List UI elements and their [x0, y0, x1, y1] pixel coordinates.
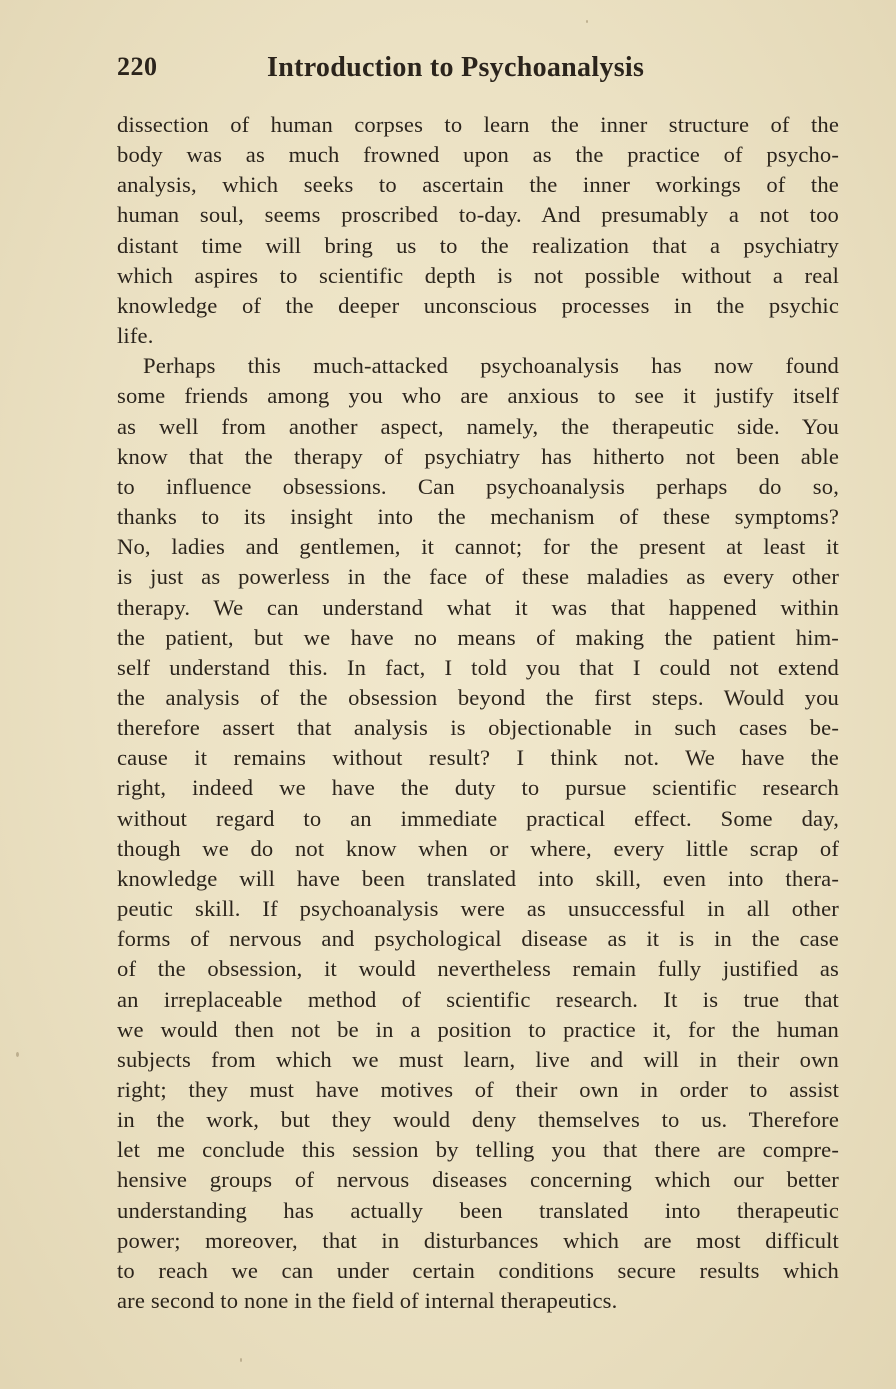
text-line: the analysis of the obsession beyond the first steps. Would you	[117, 684, 839, 710]
text-line: body was as much frowned upon as the practice of psycho-	[117, 142, 839, 168]
text-line: right, indeed we have the duty to pursue scientific research	[117, 775, 839, 801]
text-line: of the obsession, it would nevertheless remain fully justified as	[117, 956, 839, 982]
paragraph-2	[117, 351, 839, 1316]
text-line: as well from another aspect, namely, the therapeutic side. You	[117, 413, 839, 439]
text-line: power; moreover, that in disturbances which are most difficult	[117, 1227, 839, 1253]
text-line: analysis, which seeks to ascertain the inner workings of the	[117, 172, 839, 198]
text-line: therapy. We can understand what it was that happened within	[117, 594, 839, 620]
text-line: self understand this. In fact, I told you that I could not extend	[117, 654, 839, 680]
text-line: No, ladies and gentlemen, it cannot; for the present at least it	[117, 534, 839, 560]
text-line: let me conclude this session by telling you that there are compre-	[117, 1137, 839, 1163]
text-line: thanks to its insight into the mechanism of these symptoms?	[117, 504, 839, 530]
text-line: distant time will bring us to the realization that a psychiatry	[117, 232, 839, 258]
paper-speck	[586, 20, 588, 23]
text-line: right; they must have motives of their own in order to assist	[117, 1077, 839, 1102]
text-line: knowledge of the deeper unconscious processes in the psychic	[117, 292, 839, 318]
text-line: peutic skill. If psychoanalysis were as unsuccessful in all other	[117, 896, 839, 922]
text-line: to reach we can under certain conditions secure results which	[117, 1257, 839, 1283]
text-line: an irreplaceable method of scientific research. It is true that	[117, 986, 839, 1012]
paper-speck	[240, 1358, 242, 1362]
text-line: though we do not know when or where, every little scrap of	[117, 835, 839, 861]
text-line: know that the therapy of psychiatry has hitherto not been able	[117, 443, 839, 469]
text-line: dissection of human corpses to learn the inner structure of the	[117, 112, 839, 137]
text-line: which aspires to scientific depth is not possible without a real	[117, 262, 839, 288]
text-line: therefore assert that analysis is objectionable in such cases be-	[117, 715, 839, 741]
text-line: we would then not be in a position to practice it, for the human	[117, 1016, 839, 1042]
body-text	[117, 110, 839, 1316]
text-line: hensive groups of nervous diseases concerning which our better	[117, 1167, 839, 1193]
text-line: Perhaps this much-attacked psychoanalysis has now found	[143, 353, 839, 379]
text-line: subjects from which we must learn, live and will in their own	[117, 1046, 839, 1072]
text-line: without regard to an immediate practical effect. Some day,	[117, 805, 839, 831]
text-line: the patient, but we have no means of making the patient him-	[117, 624, 839, 650]
text-line: are second to none in the field of internal therapeutics.	[117, 1288, 618, 1314]
text-line: is just as powerless in the face of these maladies as every other	[117, 564, 839, 590]
text-line: some friends among you who are anxious to see it justify itself	[117, 383, 839, 409]
running-title: Introduction to Psychoanalysis	[267, 52, 645, 83]
text-line: to influence obsessions. Can psychoanalysis perhaps do so,	[117, 473, 839, 499]
page-number: 220	[117, 52, 158, 81]
text-line: forms of nervous and psychological disease as it is in the case	[117, 926, 839, 952]
text-line: knowledge will have been translated into skill, even into thera-	[117, 865, 839, 891]
paper-speck	[16, 1052, 19, 1057]
running-head	[117, 52, 837, 88]
text-line: human soul, seems proscribed to-day. And presumably a not too	[117, 202, 839, 228]
paragraph-1	[117, 110, 839, 351]
text-line: cause it remains without result? I think not. We have the	[117, 745, 839, 771]
text-line: life.	[117, 323, 154, 349]
text-line: in the work, but they would deny themselves to us. Therefore	[117, 1107, 839, 1133]
text-line: understanding has actually been translated into therapeutic	[117, 1197, 839, 1223]
